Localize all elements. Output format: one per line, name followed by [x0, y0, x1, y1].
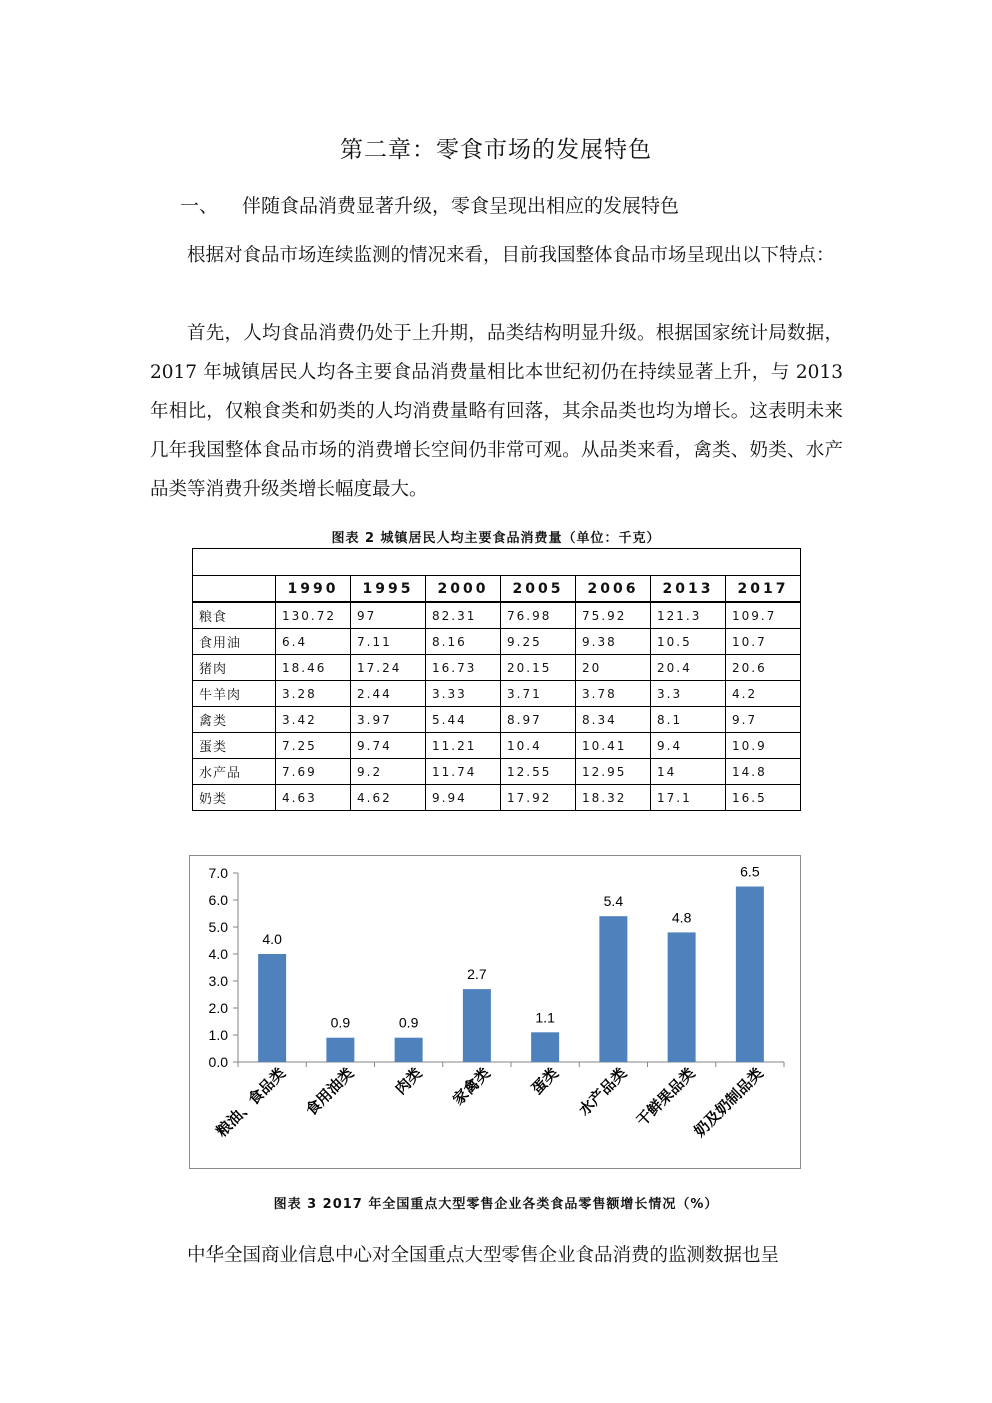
table-row: [193, 602, 801, 629]
section-title: 伴随食品消费显著升级，零食呈现出相应的发展特色: [242, 195, 680, 217]
table-row: [193, 733, 801, 759]
table-cell: 20.4: [651, 655, 726, 681]
bar-value-label: 2.7: [467, 966, 487, 983]
row-label: 食用油: [193, 629, 276, 655]
year-header: 2000: [426, 576, 501, 603]
y-tick-label: 7.0: [208, 865, 228, 881]
table-row: [193, 785, 801, 811]
table-cell: 7.69: [276, 759, 351, 785]
table-cell: 14.8: [726, 759, 801, 785]
table-row: [193, 707, 801, 733]
table-cell: 10.4: [501, 733, 576, 759]
bar: [258, 954, 286, 1062]
table-corner-cell: [193, 576, 276, 603]
table-cell: 9.4: [651, 733, 726, 759]
table-cell: 8.16: [426, 629, 501, 655]
bar-value-label: 1.1: [535, 1009, 555, 1026]
table-cell: 12.95: [576, 759, 651, 785]
table-row: [193, 759, 801, 785]
category-label: 奶及奶制品类: [691, 1064, 767, 1141]
food-consumption-table: [192, 548, 801, 811]
table-row: [193, 655, 801, 681]
row-label: 蛋类: [193, 733, 276, 759]
year-header: 1995: [351, 576, 426, 603]
chart-caption: 图表 3 2017 年全国重点大型零售企业各类食品零售额增长情况（%）: [273, 1197, 719, 1212]
bar: [326, 1038, 354, 1062]
table-cell: 8.1: [651, 707, 726, 733]
table-cell: 4.62: [351, 785, 426, 811]
table-cell: 20: [576, 655, 651, 681]
table-cell: 7.25: [276, 733, 351, 759]
table-cell: 20.6: [726, 655, 801, 681]
y-tick-label: 1.0: [208, 1027, 228, 1043]
table-cell: 6.4: [276, 629, 351, 655]
bar-value-label: 4.0: [262, 931, 282, 947]
table-cell: 17.92: [501, 785, 576, 811]
table-cell: 75.92: [576, 602, 651, 629]
category-label: 蛋类: [528, 1064, 562, 1099]
section-heading: [180, 191, 679, 218]
section-number: 一、: [180, 195, 219, 217]
table-cell: 10.41: [576, 733, 651, 759]
table-caption: 图表 2 城镇居民人均主要食品消费量（单位：千克）: [331, 531, 661, 546]
table-cell: 14: [651, 759, 726, 785]
table-cell: 82.31: [426, 602, 501, 629]
category-label: 肉类: [392, 1064, 426, 1099]
table-cell: 10.9: [726, 733, 801, 759]
table-cell: 130.72: [276, 602, 351, 629]
table-cell: 9.25: [501, 629, 576, 655]
category-label: 粮油、食品类: [213, 1064, 289, 1141]
table-cell: 3.71: [501, 681, 576, 707]
y-tick-label: 6.0: [208, 892, 228, 908]
row-label: 牛羊肉: [193, 681, 276, 707]
table-cell: 3.28: [276, 681, 351, 707]
table-cell: 7.11: [351, 629, 426, 655]
row-label: 禽类: [193, 707, 276, 733]
table-cell: 17.24: [351, 655, 426, 681]
year-header: 2017: [726, 576, 801, 603]
bar: [395, 1038, 423, 1062]
bar-value-label: 0.9: [330, 1014, 351, 1031]
bar: [531, 1032, 559, 1062]
table-cell: 20.15: [501, 655, 576, 681]
bar: [463, 989, 491, 1062]
table-cell: 3.42: [276, 707, 351, 733]
y-tick-label: 2.0: [208, 1000, 228, 1016]
table-row: [193, 629, 801, 655]
category-label: 食用油类: [302, 1064, 358, 1120]
row-label: 猪肉: [193, 655, 276, 681]
chart-frame: [189, 855, 801, 1169]
table-cell: 76.98: [501, 602, 576, 629]
table-cell: 9.74: [351, 733, 426, 759]
table-cell: 11.74: [426, 759, 501, 785]
table-cell: 121.3: [651, 602, 726, 629]
body-paragraph: 首先，人均食品消费仍处于上升期，品类结构明显升级。根据国家统计局数据，2017 年城镇居民人均各主要食品消费量相比本世纪初仍在持续显著上升，与 2013 年相比，仅粮食类和奶类的人均消费量略有回落，其余品类也均为增长。这表明未来几年我国整体食品市场的消费增长空间仍非常可观。从品类来看，禽类、奶类、水产品类等消费升级类增长幅度最大。: [150, 323, 843, 500]
table-cell: 16.73: [426, 655, 501, 681]
table-cell: 109.7: [726, 602, 801, 629]
table-cell: 2.44: [351, 681, 426, 707]
table-cell: 10.5: [651, 629, 726, 655]
table-row: [193, 681, 801, 707]
year-header: 2006: [576, 576, 651, 603]
table-cell: 8.97: [501, 707, 576, 733]
bar-value-label: 5.4: [603, 893, 624, 910]
table-cell: 4.63: [276, 785, 351, 811]
bar: [668, 932, 696, 1062]
bottom-paragraph: 中华全国商业信息中心对全国重点大型零售企业食品消费的监测数据也呈: [187, 1245, 780, 1266]
y-tick-label: 0.0: [208, 1054, 228, 1070]
table-cell: 17.1: [651, 785, 726, 811]
row-label: 奶类: [193, 785, 276, 811]
table-cell: 16.5: [726, 785, 801, 811]
table-cell: 18.46: [276, 655, 351, 681]
table-cell: 12.55: [501, 759, 576, 785]
year-header: 2005: [501, 576, 576, 603]
year-header: 1990: [276, 576, 351, 603]
table-cell: 8.34: [576, 707, 651, 733]
growth-bar-chart: [190, 856, 799, 1167]
y-tick-label: 4.0: [208, 946, 228, 962]
intro-paragraph: 根据对食品市场连续监测的情况来看，目前我国整体食品市场呈现出以下特点：: [187, 245, 835, 266]
bar-value-label: 6.5: [740, 863, 760, 880]
category-label: 水产品类: [575, 1064, 631, 1120]
table-cell: 9.7: [726, 707, 801, 733]
table-cell: 9.94: [426, 785, 501, 811]
table-cell: 10.7: [726, 629, 801, 655]
row-label: 粮食: [193, 602, 276, 629]
table-cell: 3.97: [351, 707, 426, 733]
category-label: 干鲜果品类: [633, 1064, 699, 1130]
table-cell: 11.21: [426, 733, 501, 759]
table-cell: 5.44: [426, 707, 501, 733]
row-label: 水产品: [193, 759, 276, 785]
category-label: 家禽类: [449, 1064, 494, 1109]
bar-value-label: 4.8: [671, 909, 692, 926]
bar-value-label: 0.9: [398, 1014, 419, 1031]
table-blank-row: [193, 549, 801, 576]
year-header: 2013: [651, 576, 726, 603]
table-cell: 3.33: [426, 681, 501, 707]
bar: [736, 887, 764, 1063]
table-cell: 9.38: [576, 629, 651, 655]
table-cell: 97: [351, 602, 426, 629]
y-tick-label: 5.0: [208, 919, 228, 935]
table-cell: 3.3: [651, 681, 726, 707]
table-cell: 18.32: [576, 785, 651, 811]
table-header-row: [193, 576, 801, 603]
bar: [599, 916, 627, 1062]
chapter-title: 第二章：零食市场的发展特色: [340, 137, 652, 163]
table-cell: 9.2: [351, 759, 426, 785]
table-cell: 3.78: [576, 681, 651, 707]
table-cell: 4.2: [726, 681, 801, 707]
y-tick-label: 3.0: [208, 973, 228, 989]
table-blank-cell: [193, 549, 801, 576]
